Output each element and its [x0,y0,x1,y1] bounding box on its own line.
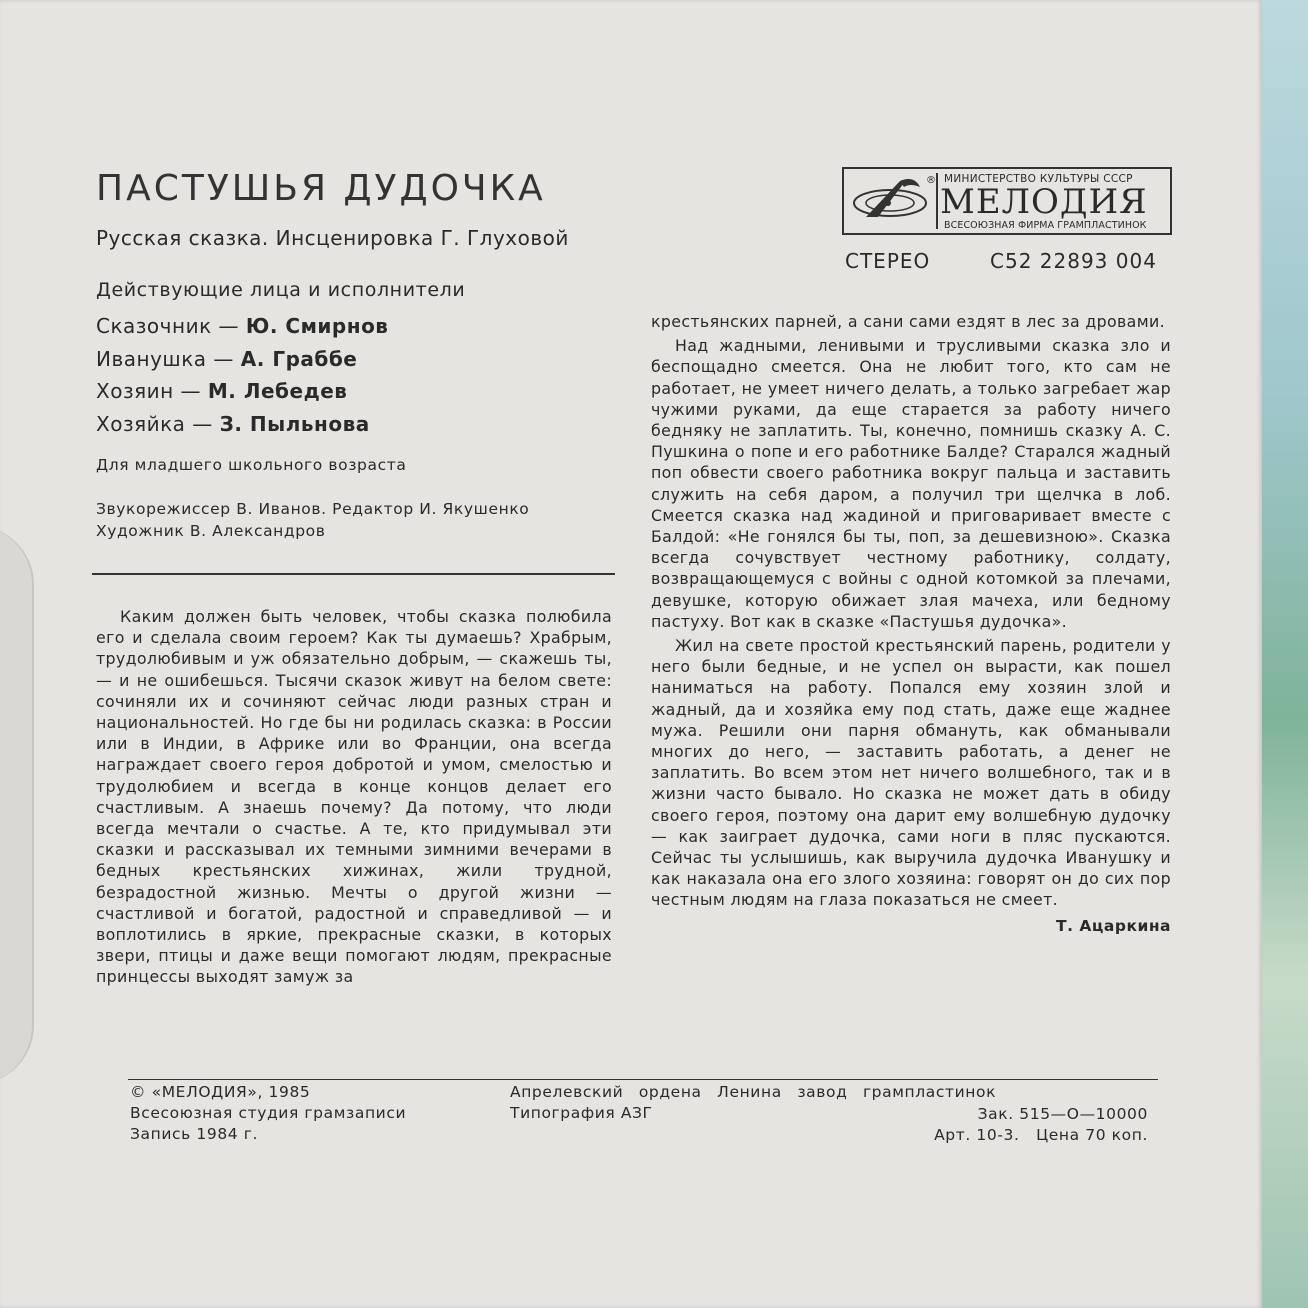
paragraph-text: крестьянских парней, а сани сами ездят в лес за дровами. [651,312,1165,331]
copyright: © «МЕЛОДИЯ», 1985 [130,1083,311,1101]
credits [96,498,529,542]
catalog-number: С52 22893 004 [990,249,1157,273]
album-subtitle: Русская сказка. Инсценировка Г. Глуховой [96,226,569,250]
cast-role: Хозяин — [96,379,208,403]
price: Арт. 10-3. Цена 70 коп. [934,1126,1148,1144]
cast-row [96,408,388,441]
paragraph [96,606,612,988]
cast-role: Иванушка — [96,346,241,371]
cast-actor: З. Пыльнова [219,411,370,436]
paragraph-text: Над жадными, ленивыми и трусливыми сказка зло и беспощадно смеется. Она не любит того, кто сам не работает, не умеет ничего делать, а только загребает жар чужими руками, да еще старается за работу ничего бедняку не заплатить. Ты, конечно, помнишь сказку А. С. Пушкина о попе и его работнике Балде? Старался жадный поп обвести своего работника вокруг пальца и заставить служить на себя даром, а получил три щелчка в лоб. Смеется сказка над жадиной и приговаривает вместе с Балдой: «Не гонялся бы ты, поп, за дешевизною». Сказка всегда сочувствует честному работнику, солдату, возвращающемуся с войны с одной котомкой за плечами, девушке, которую обижает злая мачеха, или бедному пастуху. Вот как в сказке «Пастушья дудочка». [651,336,1171,631]
logo-name: МЕЛОДИЯ [940,182,1148,222]
album-title: ПАСТУШЬЯ ДУДОЧКА [96,168,546,209]
paragraph [651,635,1171,911]
melodiya-emblem-icon [848,173,938,229]
divider [92,573,615,575]
printer: Типография АЗГ [510,1104,653,1122]
logo-ministry: МИНИСТЕРСТВО КУЛЬТУРЫ СССР [944,173,1133,185]
paragraph [651,311,1171,332]
registered-mark: ® [926,175,936,186]
plant-name: Апрелевский ордена Ленина завод грампластинок [510,1083,997,1101]
stereo-label: СТЕРЕО [845,249,931,273]
cast-actor: Ю. Смирнов [245,314,389,338]
credits-line: Художник В. Александров [96,522,326,540]
footer-right [892,1104,1148,1146]
cast-row [96,343,388,376]
cast-list [96,310,388,440]
melodiya-logo [842,167,1172,235]
front-cover-edge [1262,0,1308,1308]
cast-row [96,375,388,408]
author-signature: Т. Ацаркина [1056,916,1171,935]
studio: Всесоюзная студия грамзаписи [130,1104,407,1122]
footer-divider [128,1079,1158,1080]
cast-role: Хозяйка — [96,411,220,436]
credits-line: Звукорежиссер В. Иванов. Редактор И. Якушенко [96,500,530,518]
cast-actor: М. Лебедев [207,379,348,403]
order-number: Зак. 515—О—10000 [977,1105,1148,1123]
paragraph-text: Каким должен быть человек, чтобы сказка полюбила его и сделала своим героем? Как ты думаешь? Храбрым, трудолюбивым и уж обязательно добрым, — скажешь ты, — и не ошибешься. Тысячи сказок живут на белом свете: сочиняли их и сочиняют сейчас люди разных стран и национальностей. Но где бы ни родилась сказка: в России или в Индии, в Африке или во Франции, она всегда награждает своего героя добротой и умом, смелостью и трудолюбием и всегда в конце концов делает его счастливым. А знаешь почему? Да потому, что люди всегда мечтали о счастье. А те, кто придумывал эти сказки и рассказывал их темными зимними вечерами в бедных крестьянских хижинах, жили трудной, безрадостной жизнью. Мечты о другой жизни — счастливой и богатой, радостной и справедливой — и воплотились в яркие, прекрасные сказки, в которых звери, птицы и даже вещи помогают людям, прекрасные принцессы выходят замуж за [96,607,612,987]
recording-year: Запись 1984 г. [130,1125,259,1143]
sleeve-cutout [0,525,34,1085]
liner-notes-left [96,606,612,988]
cast-heading: Действующие лица и исполнители [96,279,466,301]
cast-actor: А. Граббе [240,346,358,371]
age-note: Для младшего школьного возраста [96,456,407,474]
paragraph-text: Жил на свете простой крестьянский парень, родители у него были бедные, и не успел он вырасти, как пошел наниматься на работу. Попался ему хозяин злой и жадный, да и хозяйка ему под стать, даже еще жаднее мужа. Решили они парня обмануть, как обманывали многих до него, — заставить работать, а денег не заплатить. Во всем этом нет ничего волшебного, так и в жизни часто бывало. Но сказка не может дать в обиду своего героя, поэтому она дарит ему волшебную дудочку — как заиграет дудочка, сами ноги в пляс пускаются. Сейчас ты услышишь, как выручила дудочка Иванушку и как наказала она его злого хозяина: говорят он до сих пор честным людям на глаза показаться не смеет. [651,636,1171,910]
logo-firm: ВСЕСОЮЗНАЯ ФИРМА ГРАМПЛАСТИНОК [944,220,1147,231]
footer-left [130,1082,406,1145]
cast-row [96,310,388,343]
paragraph [651,335,1171,632]
cast-role: Сказочник — [96,314,246,338]
liner-notes-right [651,311,1171,935]
